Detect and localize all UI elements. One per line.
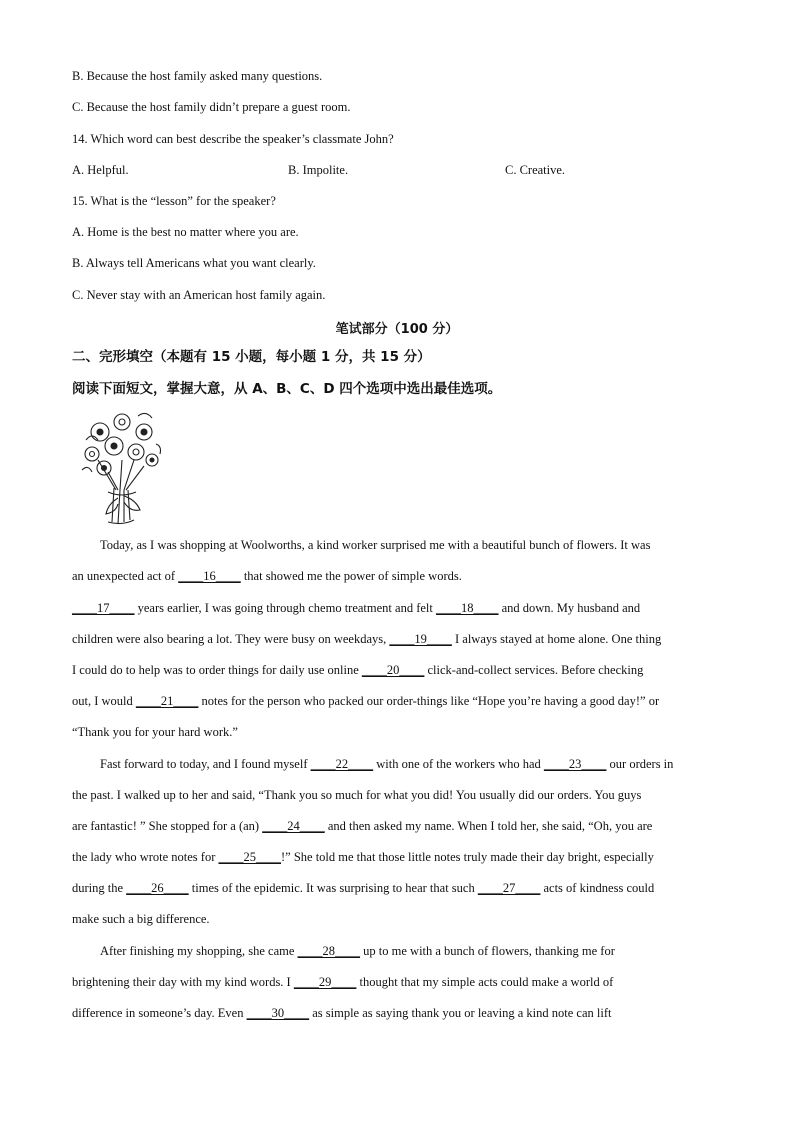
- q15-option-b: B. Always tell Americans what you want clearly.: [72, 256, 316, 270]
- blank-29[interactable]: ____29____: [293, 975, 357, 989]
- passage-line-5: I could do to help was to order things for daily use online ____20____ click-and-collect services. Before checking: [72, 663, 644, 677]
- passage-line-7: “Thank you for your hard work.”: [72, 725, 238, 739]
- q13-option-b: B. Because the host family asked many questions.: [72, 69, 323, 83]
- q13-option-c: C. Because the host family didn’t prepare a guest room.: [72, 100, 351, 114]
- blank-23[interactable]: ____23____: [543, 757, 607, 771]
- part-two-title: 二、完形填空（本题有 15 小题，每小题 1 分，共 15 分）: [72, 349, 431, 365]
- blank-30[interactable]: ____30____: [246, 1006, 310, 1020]
- written-section-title: 笔试部分（100 分）: [335, 322, 459, 337]
- q14-option-c: C. Creative.: [505, 163, 566, 177]
- passage-line-16: difference in someone’s day. Even ____30____ as simple as saying thank you or leaving a kind note can lift: [72, 1006, 612, 1020]
- blank-28[interactable]: ____28____: [297, 944, 361, 958]
- blank-19[interactable]: ____19____: [389, 632, 452, 646]
- flower-bouquet-illustration: [78, 410, 164, 528]
- q14-stem: 14. Which word can best describe the speaker’s classmate John?: [72, 132, 394, 146]
- passage-line-11: the lady who wrote notes for ____25____!” She told me that those little notes truly made their day bright, especially: [72, 850, 654, 864]
- passage-line-8: Fast forward to today, and I found myself ____22____ with one of the workers who had ____23____ our orders in: [100, 757, 674, 771]
- q15-option-c: C. Never stay with an American host family again.: [72, 288, 326, 302]
- blank-27[interactable]: ____27____: [477, 881, 541, 895]
- q14-option-a: A. Helpful.: [72, 163, 129, 177]
- blank-22[interactable]: ____22____: [310, 757, 374, 771]
- passage-line-4: children were also bearing a lot. They were busy on weekdays, ____19____ I always stayed at home alone. One thing: [72, 632, 662, 646]
- blank-24[interactable]: ____24____: [262, 819, 325, 833]
- passage-line-14: After finishing my shopping, she came ____28____ up to me with a bunch of flowers, thanking me for: [100, 944, 615, 958]
- passage-line-12: during the ____26____ times of the epidemic. It was surprising to hear that such ____27____ acts of kindness could: [72, 881, 655, 895]
- blank-26[interactable]: ____26____: [126, 881, 189, 895]
- passage-line-6: out, I would ____21____ notes for the person who packed our order-things like “Hope you’re having a good day!” or: [72, 694, 660, 708]
- q14-option-b: B. Impolite.: [288, 163, 349, 177]
- blank-17[interactable]: ____17____: [72, 601, 135, 615]
- passage-line-1: Today, as I was shopping at Woolworths, a kind worker surprised me with a beautiful bunch of flowers. It was: [100, 538, 651, 552]
- blank-18[interactable]: ____18____: [435, 601, 499, 615]
- passage-line-3: ____17____ years earlier, I was going through chemo treatment and felt ____18____ and down. My husband and: [72, 601, 641, 615]
- q15-option-a: A. Home is the best no matter where you are.: [72, 225, 299, 239]
- passage-line-15: brightening their day with my kind words. I ____29____ thought that my simple acts could make a world of: [72, 975, 614, 989]
- q15-stem: 15. What is the “lesson” for the speaker?: [72, 194, 276, 208]
- passage-line-2: an unexpected act of ____16____ that showed me the power of simple words.: [72, 569, 462, 583]
- blank-16[interactable]: ____16____: [178, 569, 241, 583]
- blank-21[interactable]: ____21____: [135, 694, 199, 708]
- passage-line-13: make such a big difference.: [72, 912, 210, 926]
- blank-25[interactable]: ____25____: [218, 850, 281, 864]
- blank-20[interactable]: ____20____: [361, 663, 425, 677]
- passage-line-10: are fantastic! ” She stopped for a (an) ____24____ and then asked my name. When I told her, she said, “Oh, you are: [72, 819, 653, 833]
- passage-line-9: the past. I walked up to her and said, “Thank you so much for what you did! You usually did our orders. You guys: [72, 788, 642, 802]
- instruction: 阅读下面短文，掌握大意，从 A、B、C、D 四个选项中选出最佳选项。: [72, 381, 502, 397]
